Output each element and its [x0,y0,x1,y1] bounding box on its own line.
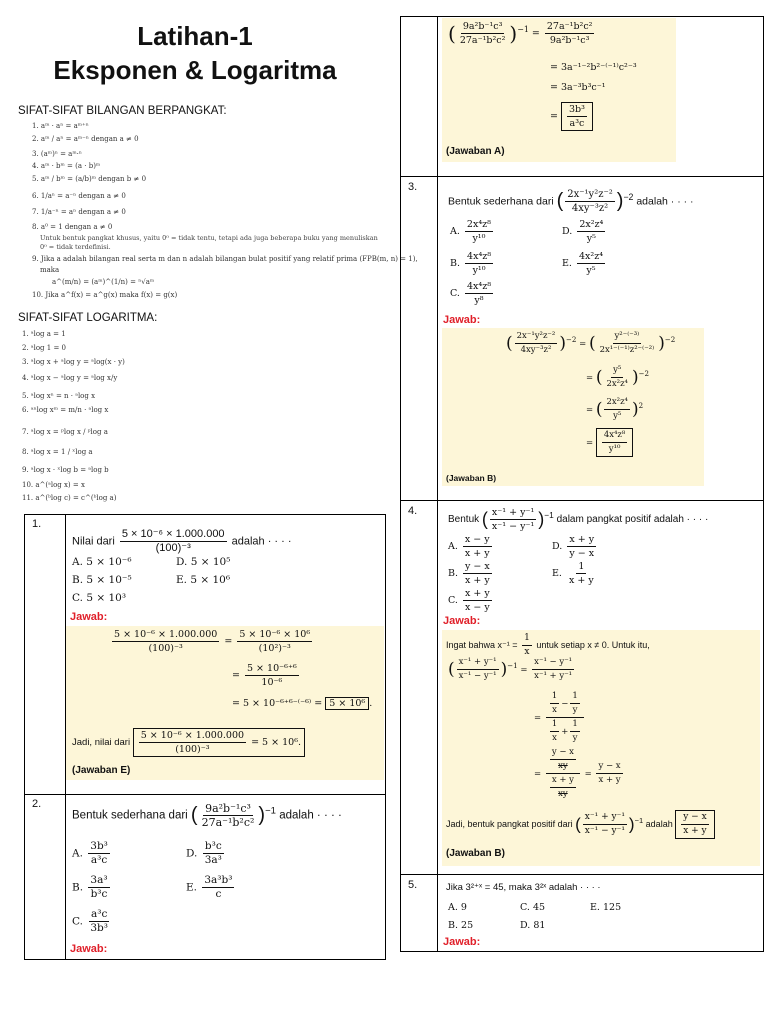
q4-s3-rnum: y − x [596,760,622,774]
right-row-divider [400,500,764,501]
q1-step3: = 5 × 10⁻⁶⁺⁶⁻⁽⁻⁶⁾ = 5 × 10⁶ . [232,698,373,709]
right-table-divider [437,16,438,952]
q4-opt-a [448,533,494,560]
q2-den: 27a⁻¹b²c² [201,816,255,829]
q4-jadi-den: x⁻¹ − y⁻¹ [584,826,625,837]
q1-opt: E. 5 × 10⁶ [176,574,231,586]
q2-sol-step3: = 3a⁻³b³c⁻¹ [550,82,606,93]
q1-tail: adalah · · · · [231,535,292,548]
q4-opt-label: D. [552,541,563,552]
q1-number: 1. [32,518,42,530]
log-prop: 3. ᵃlog x + ᵃlog y = ᵃlog(x · y) [22,358,125,366]
left-table-row-divider [24,794,386,795]
q4-sol-step2: = $\frac{1}{x}$ − $\frac{1}{y}$ $\frac{1}{x}$ + $\frac{1}{y}$ [534,690,586,745]
q3-opt-den: y⁵ [586,233,596,244]
q2-opt-label: B. [72,881,84,894]
q1-text: Nilai dari [72,535,115,548]
q3-opt-den: y¹⁰ [472,265,486,276]
q2-opt-e [186,874,236,901]
q4-opt-den: x + y [569,575,594,586]
q4-question: Bentuk ( $\frac{\text{x⁻¹ + y⁻¹}}{\text{x⁻¹ − y⁻¹}}$ )$^{-1}$ dalam pangkat positif adalah · · · · [448,507,709,532]
pangkat-prop: 9. Jika a adalah bilangan real serta m dan n adalah bilangan bulat positif yang relatif prima (FPB(m, n) = 1), [32,255,418,263]
q2-opt-den: c [215,888,222,900]
q3-s2-den: 2x²z⁴ [606,379,628,389]
q3-opt-num: 2x⁴z⁸ [466,219,491,230]
q4-jadi-num: x⁻¹ + y⁻¹ [583,811,627,825]
q3-opt-c [450,280,495,307]
q3-sol-den: 4xy⁻³z² [520,345,552,355]
right-row-divider [400,874,764,875]
q1-jadi-den: (100)⁻³ [175,744,210,755]
q4-opt-num: x − y [464,534,490,545]
q5-opt: D. 81 [520,920,546,931]
q2-opt-label: C. [72,915,83,928]
q5-opt: B. 25 [448,920,474,931]
q4-opt-den: x − y [464,602,490,613]
q2-number: 2. [32,798,42,810]
q1-opt: C. 5 × 10³ [72,592,127,604]
pangkat-prop: 2. aᵐ / aⁿ = aᵐ⁻ⁿ dengan a ≠ 0 [32,135,139,143]
pangkat-prop: 8. a⁰ = 1 dengan a ≠ 0 [32,223,113,231]
q4-opt-den: y − x [569,548,595,559]
q1-jadi [72,728,305,757]
q3-text: Bentuk sederhana dari [448,195,554,208]
q4-jadi: Jadi, bentuk pangkat positif dari ( $\frac{\text{x⁻¹ + y⁻¹}}{\text{x⁻¹ − y⁻¹}}$ )$^{-1}$ adalah $\frac{y - x}{x + y}$ [446,810,715,839]
q3-s4-num: 4x⁴z⁸ [602,429,628,443]
q1-opt: A. 5 × 10⁻⁶ [72,556,132,568]
q2-tail: adalah · · · · [279,809,342,822]
q2-sol4-num: 3b³ [568,104,585,115]
q4-text: Bentuk [448,514,480,526]
pangkat-prop: 10. Jika a^f(x) = a^g(x) maka f(x) = g(x) [32,291,178,299]
q2-sol-rden: 9a²b⁻¹c³ [549,35,590,46]
q5-question: Jika 3²⁺ˣ = 45, maka 3²ˣ adalah · · · · [446,882,601,893]
q3-opt-den: y⁵ [586,265,596,276]
pangkat-note: Untuk bentuk pangkat khusus, yaitu 0⁰ = tidak tentu, tetapi ada juga beberapa buku yang menuliskan [40,234,378,242]
q4-ingat: Ingat bahwa x⁻¹ = $\frac{1}{x}$ untuk setiap x ≠ 0. Untuk itu, [446,633,650,657]
q3-s4-den: y¹⁰ [608,444,621,454]
q2-sol-step2: = 3a⁻¹⁻²b²⁻⁽⁻¹⁾c²⁻³ [550,62,637,73]
q1-answer: (Jawaban E) [72,765,131,776]
q2-sol-step4: = $\frac{\text{3b³}}{\text{a³c}}$ [550,102,593,131]
q1-question [72,528,292,555]
q3-opt-d [562,218,607,245]
q2-sol-den: 27a⁻¹b²c² [459,35,506,46]
q3-s1-rden: 2x¹⁻⁽⁻¹⁾z²⁻⁽⁻²⁾ [599,345,655,355]
q2-num: 9a²b⁻¹c³ [205,802,251,815]
q4-s3-rden: x + y [598,775,621,785]
q2-sol4-den: a³c [569,118,585,129]
q3-jawab: Jawab: [443,314,481,326]
log-prop: 9. ᵃlog x · ˣlog b = ᵃlog b [22,466,109,474]
q2-opt-b [72,874,112,901]
q4-jadi-adalah: adalah [645,819,673,829]
q2-opt-label: D. [186,847,198,860]
q2-opt-den: b³c [90,888,108,900]
q4-num: x⁻¹ + y⁻¹ [491,507,535,518]
q2-text: Bentuk sederhana dari [72,809,188,822]
q3-s2-num: y⁵ [611,364,623,378]
log-heading: SIFAT-SIFAT LOGARITMA: [18,312,158,324]
pangkat-heading: SIFAT-SIFAT BILANGAN BERPANGKAT: [18,105,227,117]
q3-question: Bentuk sederhana dari ( $\frac{\text{2x⁻¹y²z⁻²}}{\text{4xy⁻³z²}}$ )$^{-2}$ adalah · · · · [448,189,694,214]
q4-opt-den: x + y [464,548,490,559]
q4-sol-rden: x⁻¹ + y⁻¹ [534,671,573,681]
q2-opt-den: a³c [90,854,108,866]
q3-tail: adalah · · · · [636,195,694,208]
q4-den: x⁻¹ − y⁻¹ [491,521,535,532]
q2-opt-den: 3b³ [90,922,108,934]
q1-s1-rden: (10²)⁻³ [258,643,291,654]
q4-ingat-text: Ingat bahwa x⁻¹ = [446,639,518,650]
q1-s1-den: (100)⁻³ [148,643,183,654]
q1-jadi-eq: = 5 × 10⁶. [251,737,302,748]
q4-opt-den: x + y [465,575,490,586]
q2-opt-num: a³c [90,908,108,920]
q2-opt-label: E. [186,881,198,894]
q3-sol-step2: = ( $\frac{\text{y⁵}}{\text{2x²z⁴}}$ )$^{-2}$ [586,365,650,389]
q5-opt: A. 9 [448,902,467,913]
q1-s3: = 5 × 10⁻⁶⁺⁶⁻⁽⁻⁶⁾ = [232,698,323,709]
q2-opt-d [186,840,226,867]
q3-opt-num: 4x⁴z⁸ [467,251,492,262]
q2-opt-num: 3a³b³ [204,874,233,886]
log-prop: 8. ᵃlog x = 1 / ˣlog a [22,448,93,456]
q3-sol-step4: = $\frac{\text{4x⁴z⁸}}{\text{y¹⁰}}$ [586,428,633,457]
q2-opt-num: b³c [204,840,222,852]
q4-final-den: x + y [683,826,707,836]
pangkat-prop: 7. 1/a⁻ⁿ = aⁿ dengan a ≠ 0 [32,208,126,216]
q3-num: 2x⁻¹y²z⁻² [567,189,613,200]
q3-answer: (Jawaban B) [446,473,497,483]
pangkat-prop: 1. aᵐ · aⁿ = aᵐ⁺ⁿ [32,122,89,130]
q3-opt-num: 4x²z⁴ [579,251,604,262]
log-prop: 6. ᵃⁿlog xᵐ = m/n · ᵃlog x [22,406,109,414]
q5-opt: E. 125 [590,902,622,913]
log-prop: 7. ᵃlog x = ᵖlog x / ᵖlog a [22,428,108,436]
pangkat-prop: 6. 1/aⁿ = a⁻ⁿ dengan a ≠ 0 [32,192,126,200]
q2-opt-num: 3b³ [90,840,108,852]
q3-opt-num: 4x⁴z⁸ [466,281,492,292]
log-prop: 2. ᵃlog 1 = 0 [22,344,66,352]
pangkat-prop: 4. aᵐ · bᵐ = (a · b)ᵐ [32,162,101,170]
q4-tail: dalam pangkat positif adalah · · · · [556,514,709,526]
q1-opt: B. 5 × 10⁻⁵ [72,574,132,586]
q3-s3-num: 2x²z⁴ [604,396,630,410]
q4-number: 4. [408,505,418,517]
q3-opt-a [450,218,495,245]
q2-sol-step1: ( $\frac{\text{9a²b⁻¹c³}}{\text{27a⁻¹b²c²}}$ )$^{-1}$ = $\frac{\text{27a⁻¹b²c²}}{\text{9a²b⁻¹c³}}$ [448,21,593,46]
q4-opt-c [448,587,494,614]
q4-opt-e [552,560,598,587]
q1-jadi-num: 5 × 10⁻⁶ × 1.000.000 [140,730,245,741]
q3-s3-den: y⁵ [613,411,622,421]
q4-opt-num: x + y [464,588,490,599]
q3-opt-den: y¹⁰ [472,233,486,244]
q4-answer: (Jawaban B) [446,848,505,859]
q3-s1-rnum: y²⁻⁽⁻³⁾ [613,330,642,344]
q1-den: (100)⁻³ [155,542,191,554]
q4-opt-label: B. [448,568,459,579]
log-prop: 11. a^(ᵇlog c) = c^(ᵇlog a) [22,494,117,502]
q4-ingat-tail: untuk setiap x ≠ 0. Untuk itu, [536,639,650,650]
log-prop: 5. ᵃlog xⁿ = n · ᵃlog x [22,392,96,400]
q2-opt-c [72,908,112,935]
pangkat-prop: maka [40,266,60,274]
q3-opt-label: B. [450,258,461,269]
q2-opt-num: 3a³ [90,874,108,886]
q2-sol-num: 9a²b⁻¹c³ [462,21,503,32]
pangkat-prop: 3. (aᵐ)ⁿ = aᵐ·ⁿ [32,150,82,158]
log-prop: 4. ᵃlog x − ᵃlog y = ᵃlog x/y [22,374,118,382]
q2-question: Bentuk sederhana dari ( $\frac{\text{9a²b⁻¹c³}}{\text{27a⁻¹b²c²}}$ )$^{-1}$ adalah · · · · [72,802,342,829]
q4-opt-num: x + y [569,534,595,545]
q2-opt-label: A. [72,847,83,860]
q1-opt: D. 5 × 10⁵ [176,556,231,568]
q4-s3-num: y − x [550,746,576,760]
q4-opt-b [448,560,494,587]
log-prop: 10. a^(ᵃlog x) = x [22,481,85,489]
q4-opt-label: E. [552,568,562,579]
title-line1: Latihan-1 [137,21,253,51]
q3-opt-e [562,250,607,277]
q1-s3-box: 5 × 10⁶ [325,697,369,710]
pangkat-prop: 5. aᵐ / bᵐ = (a/b)ᵐ dengan b ≠ 0 [32,175,147,183]
pangkat-note: 0⁰ = tidak terdefinisi. [40,243,111,251]
q4-opt-num: 1 [578,561,585,572]
q2-answer: (Jawaban A) [446,146,505,157]
q4-sol-step1: ( $\frac{\text{x⁻¹ + y⁻¹}}{\text{x⁻¹ − y⁻¹}}$ )$^{-1}$ = $\frac{\text{x⁻¹ − y⁻¹}}{\text{x⁻¹ + y⁻¹}}$ [448,657,573,681]
q4-opt-label: A. [448,541,458,552]
q3-opt-den: y⁸ [474,295,484,306]
q3-opt-label: C. [450,288,460,299]
q3-sol-step1: ( $\frac{\text{2x⁻¹y²z⁻²}}{\text{4xy⁻³z²}}$ )$^{-2}$ = ( $\frac{\text{y²⁻⁽⁻³⁾}}{\text{2x¹⁻⁽⁻¹⁾z²⁻⁽⁻²⁾}}$ )$^{-2}$ [506,331,676,355]
q1-step1: $\frac{\text{5 × 10⁻⁶ × 1.000.000}}{\text{(100)⁻³}}$ = $\frac{\text{5 × 10⁻⁶ × 10⁶}}{\text{(10²)⁻³}}$ [114,629,311,654]
q3-sol-step3: = ( $\frac{\text{2x²z⁴}}{\text{y⁵}}$ )$^2$ [586,397,644,421]
q2-opt-den: 3a³ [204,854,222,866]
q4-opt-d [552,533,598,560]
q3-opt-num: 2x²z⁴ [579,219,604,230]
q1-num: 5 × 10⁻⁶ × 1.000.000 [121,528,225,540]
q1-s2-den: 10⁻⁶ [261,677,283,688]
q4-jawab: Jawab: [443,615,481,627]
q1-jadi-text: Jadi, nilai dari [72,737,131,748]
log-prop: 1. ᵃlog a = 1 [22,330,66,338]
q5-number: 5. [408,879,418,891]
q3-sol-num: 2x⁻¹y²z⁻² [515,330,558,344]
q2-sol-rnum: 27a⁻¹b²c² [546,21,593,32]
q3-opt-label: A. [450,226,460,237]
right-row-divider [400,176,764,177]
q4-sol-den: x⁻¹ − y⁻¹ [458,671,497,681]
q4-sol-step3: = $\frac{\frac{y - x}{xy}}{\frac{x + y}{xy}}$ = $\frac{y - x}{x + y}$ [534,747,621,799]
q3-number: 3. [408,181,418,193]
q3-opt-label: E. [562,258,572,269]
q1-s1-num: 5 × 10⁻⁶ × 1.000.000 [114,629,218,640]
q5-opt: C. 45 [520,902,546,913]
q3-den: 4xy⁻³z² [571,203,609,214]
q4-opt-label: C. [448,595,458,606]
q2-opt-a [72,840,112,867]
q4-s3-den: x + y [550,774,576,788]
q1-s2-num: 5 × 10⁻⁶⁺⁶ [246,663,297,674]
q4-jadi-text: Jadi, bentuk pangkat positif dari [446,819,573,829]
q4-sol-num: x⁻¹ + y⁻¹ [457,656,499,670]
q5-jawab: Jawab: [443,936,481,948]
pangkat-prop: a^(m/n) = (aᵐ)^(1/n) = ⁿ√aᵐ [52,278,155,286]
q1-s1-rnum: 5 × 10⁻⁶ × 10⁶ [239,629,311,640]
q3-opt-b [450,250,495,277]
q1-jawab: Jawab: [70,611,108,623]
q4-sol-rnum: x⁻¹ − y⁻¹ [532,656,574,670]
q3-opt-label: D. [562,226,573,237]
q1-step2: = $\frac{\text{5 × 10⁻⁶⁺⁶}}{\text{10⁻⁶}}$ [232,663,297,688]
title-line2: Eksponen & Logaritma [53,55,337,85]
q4-opt-num: y − x [465,561,490,572]
q4-final-num: y − x [681,811,708,825]
q2-jawab: Jawab: [70,943,108,955]
